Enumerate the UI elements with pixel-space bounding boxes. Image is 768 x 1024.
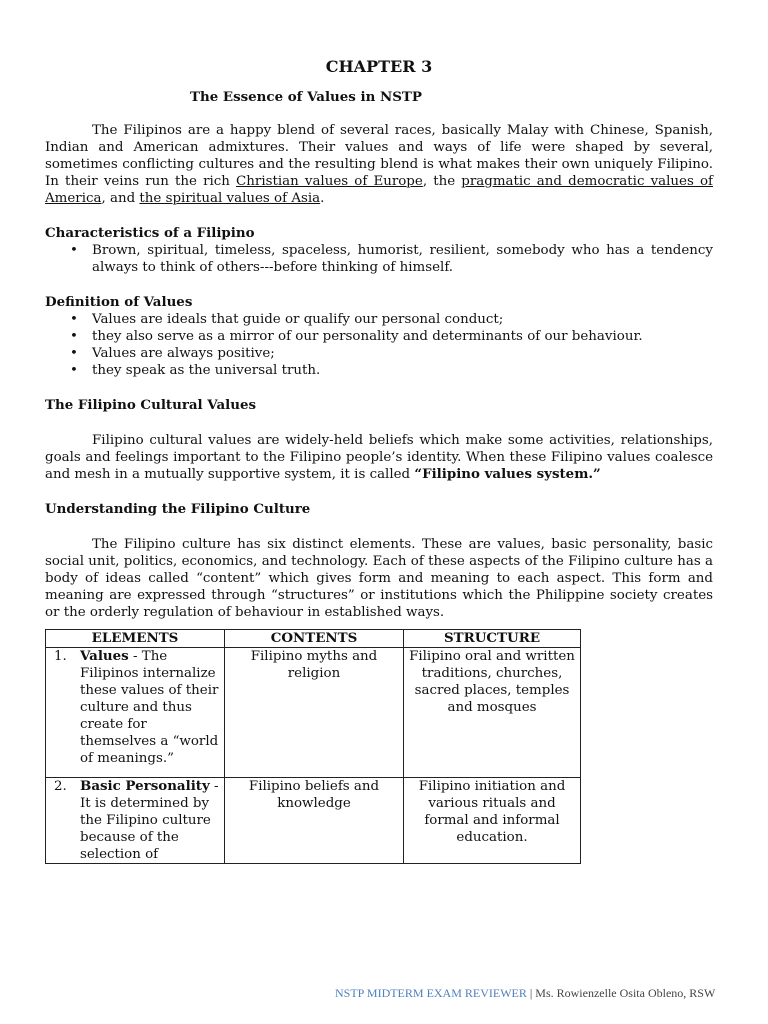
element-term: Basic Personality <box>80 778 210 794</box>
cultural-values-paragraph <box>45 432 713 483</box>
table-row <box>46 778 581 864</box>
row-number: 2. <box>54 779 67 794</box>
list-item: • Values are always positive; <box>92 345 713 362</box>
table-cell-element <box>46 648 225 778</box>
cultural-values-heading: The Filipino Cultural Values <box>45 397 257 413</box>
element-desc: - The Filipinos internalize these values of their culture and thus create for themselves a “world of meanings.” <box>80 649 219 766</box>
intro-paragraph <box>45 122 713 207</box>
table-cell-contents: Filipino myths and religion <box>225 648 404 778</box>
intro-underline-europe: Christian values of Europe <box>236 174 423 189</box>
cultural-values-text: Filipino cultural values are widely-held beliefs which make some activities, relationships, goals and feelings important to the Filipino people’s identity. When these Filipino values coalesce and mesh in a mutually supportive system, it is called <box>45 433 713 482</box>
intro-text-2: , the <box>422 174 462 189</box>
intro-underline-america: pragmatic and democratic values of America <box>45 174 713 206</box>
table-row <box>46 648 581 778</box>
table-cell-contents: Filipino beliefs and knowledge <box>225 778 404 864</box>
document-page <box>45 58 713 864</box>
header-structure: STRUCTURE <box>404 630 581 648</box>
list-item: • they also serve as a mirror of our personality and determinants of our behaviour. <box>92 328 713 345</box>
understanding-heading: Understanding the Filipino Culture <box>45 501 311 517</box>
header-elements: ELEMENTS <box>46 630 225 648</box>
intro-text-4: . <box>320 191 325 206</box>
header-contents: CONTENTS <box>225 630 404 648</box>
chapter-subtitle: The Essence of Values in NSTP <box>190 89 422 105</box>
intro-text-1: The Filipinos are a happy blend of several races, basically Malay with Chinese, Spanish, Indian and American admixtures. Their values and ways of life were shaped by several, sometimes conflicting cultures and the resulting blend is what makes their own uniquely Filipino. In their veins run the rich <box>45 123 713 189</box>
intro-text-3: , and <box>101 191 140 206</box>
list-item: • Brown, spiritual, timeless, spaceless, humorist, resilient, somebody who has a tendency always to think of others---before thinking of himself. <box>92 242 713 276</box>
table-cell-structure: Filipino oral and written traditions, churches, sacred places, temples and mosques <box>404 648 581 778</box>
list-item: • they speak as the universal truth. <box>92 362 713 379</box>
footer-separator: | <box>526 986 536 1000</box>
list-item: • Values are ideals that guide or qualify our personal conduct; <box>92 311 713 328</box>
row-number: 1. <box>54 649 67 664</box>
page-footer <box>335 986 715 1001</box>
characteristics-list <box>45 242 713 276</box>
understanding-paragraph: The Filipino culture has six distinct elements. These are values, basic personality, basic social unit, politics, economics, and technology. Each of these aspects of the Filipino culture has a body of ideas called “content” which gives form and meaning to each aspect. This form and meaning are expressed through “structures” or institutions which the Philippine society creates or the orderly regulation of behaviour in established ways. <box>45 537 713 620</box>
spacer <box>45 518 713 536</box>
spacer <box>45 414 713 432</box>
footer-title: NSTP MIDTERM EXAM REVIEWER <box>335 986 527 1000</box>
elements-table <box>45 629 581 864</box>
characteristics-heading: Characteristics of a Filipino <box>45 225 255 241</box>
intro-underline-asia: the spiritual values of Asia <box>139 191 321 206</box>
table-header-row <box>46 630 581 648</box>
chapter-title: CHAPTER 3 <box>325 57 433 76</box>
table-cell-element <box>46 778 225 864</box>
definition-list <box>45 311 713 379</box>
element-desc: - It is determined by the Filipino culture because of the selection of <box>80 779 219 862</box>
element-term: Values <box>80 648 129 664</box>
footer-author: Ms. Rowienzelle Osita Obleno, RSW <box>535 986 716 1000</box>
cultural-values-bold: “Filipino values system.” <box>414 466 601 482</box>
definition-heading: Definition of Values <box>45 294 193 310</box>
table-cell-structure: Filipino initiation and various rituals and formal and informal education. <box>404 778 581 864</box>
